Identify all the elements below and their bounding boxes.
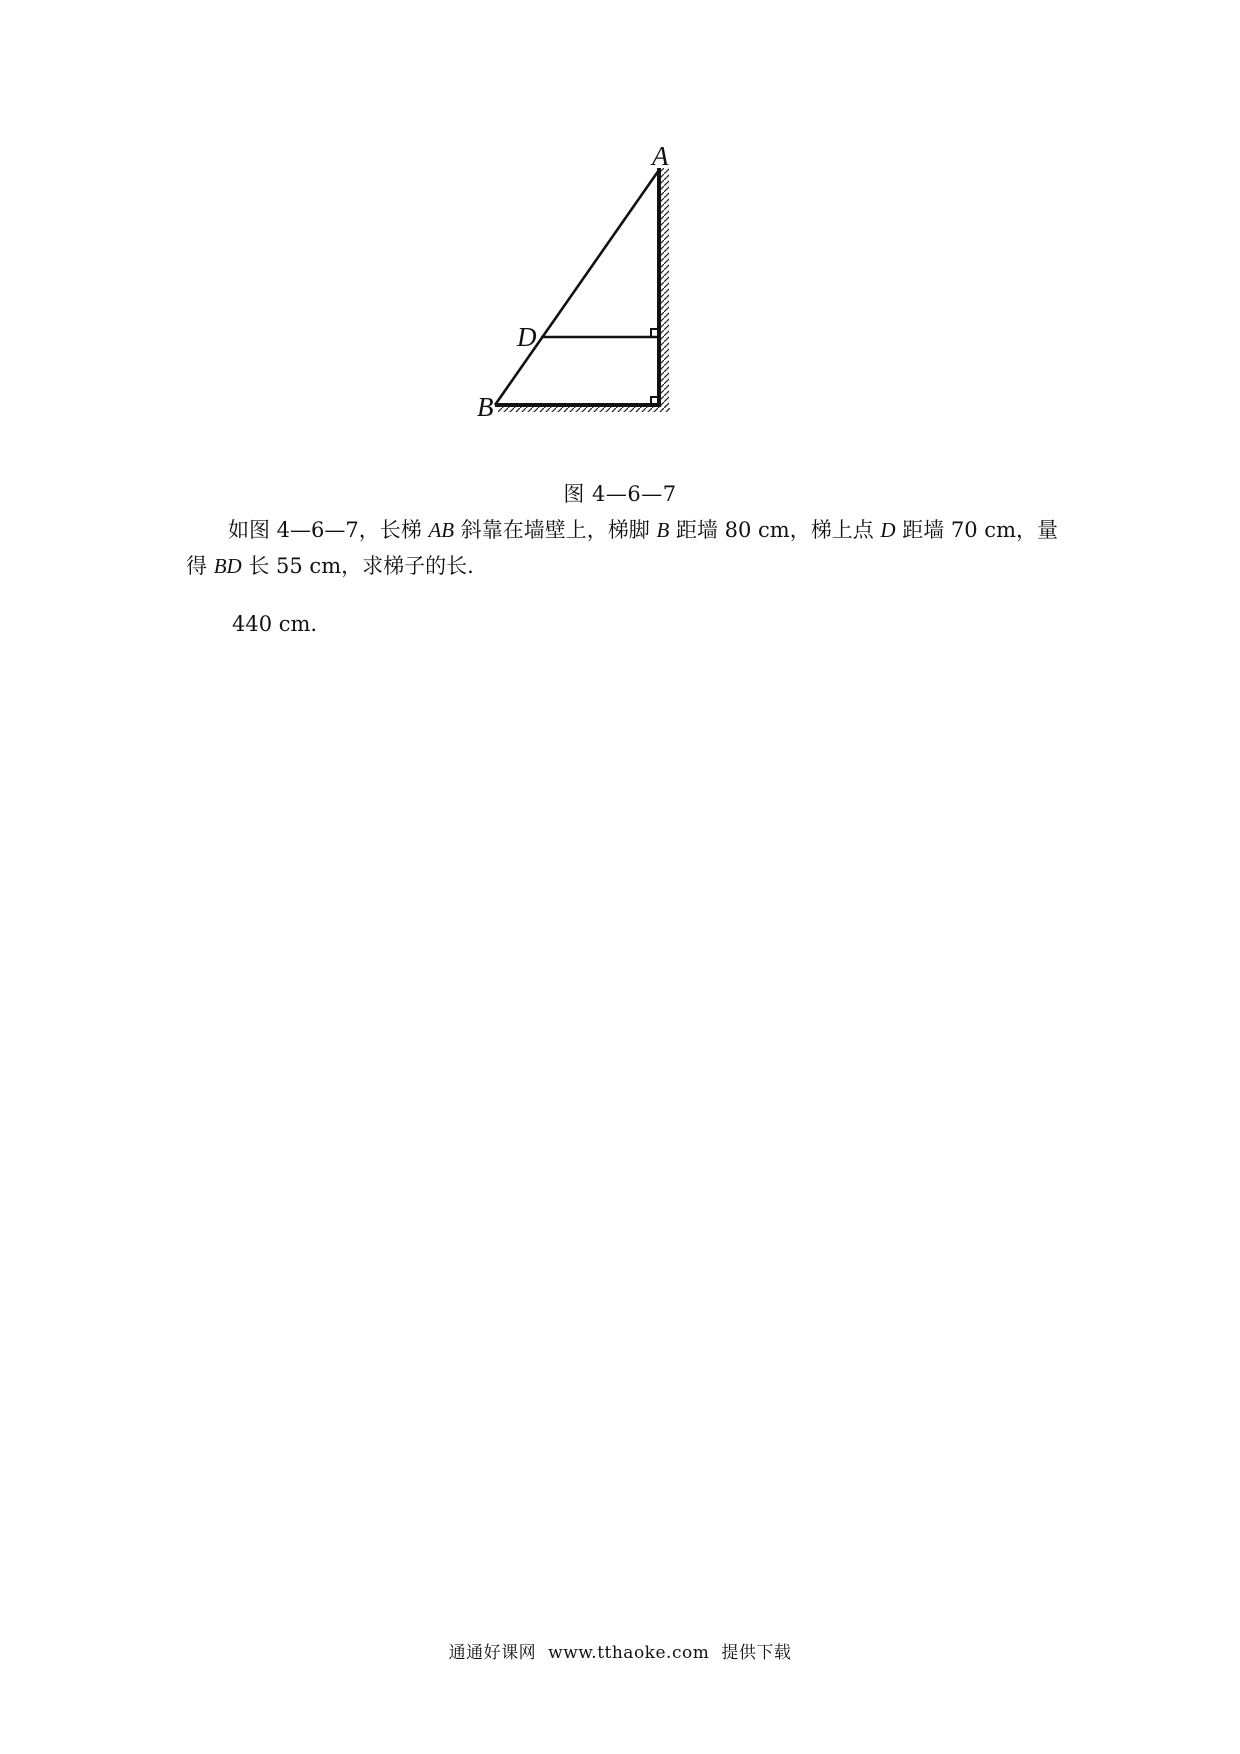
problem-bd: BD: [213, 554, 242, 578]
ladder-ab: [495, 170, 659, 405]
wall-hatching: [661, 168, 669, 410]
point-label-b: B: [477, 392, 494, 422]
point-label-a: A: [652, 141, 669, 171]
footer-site-name: 通通好课网: [448, 1643, 537, 1663]
problem-seg2: 斜靠在墙壁上，梯脚: [454, 518, 657, 542]
problem-d: D: [880, 518, 896, 542]
answer-text: 440 cm.: [232, 612, 318, 636]
problem-ab: AB: [428, 518, 455, 542]
problem-seg4: 距墙 70 cm，量得: [186, 518, 1058, 578]
problem-b: B: [656, 518, 670, 542]
footer-suffix: 提供下载: [721, 1643, 792, 1663]
page-footer: [0, 1638, 1240, 1663]
problem-paragraph: [186, 512, 1066, 584]
problem-seg1: 如图 4—6—7，长梯: [228, 518, 429, 542]
problem-seg3: 距墙 80 cm，梯上点: [669, 518, 881, 542]
problem-text: [186, 512, 1066, 584]
point-label-d: D: [517, 322, 537, 352]
footer-url-link[interactable]: www.tthaoke.com: [548, 1643, 710, 1663]
problem-seg5: 长 55 cm，求梯子的长.: [241, 554, 474, 578]
figure-caption: 图 4—6—7: [563, 482, 677, 506]
ladder-diagram: [477, 141, 760, 470]
ladder-figure: [477, 141, 760, 470]
